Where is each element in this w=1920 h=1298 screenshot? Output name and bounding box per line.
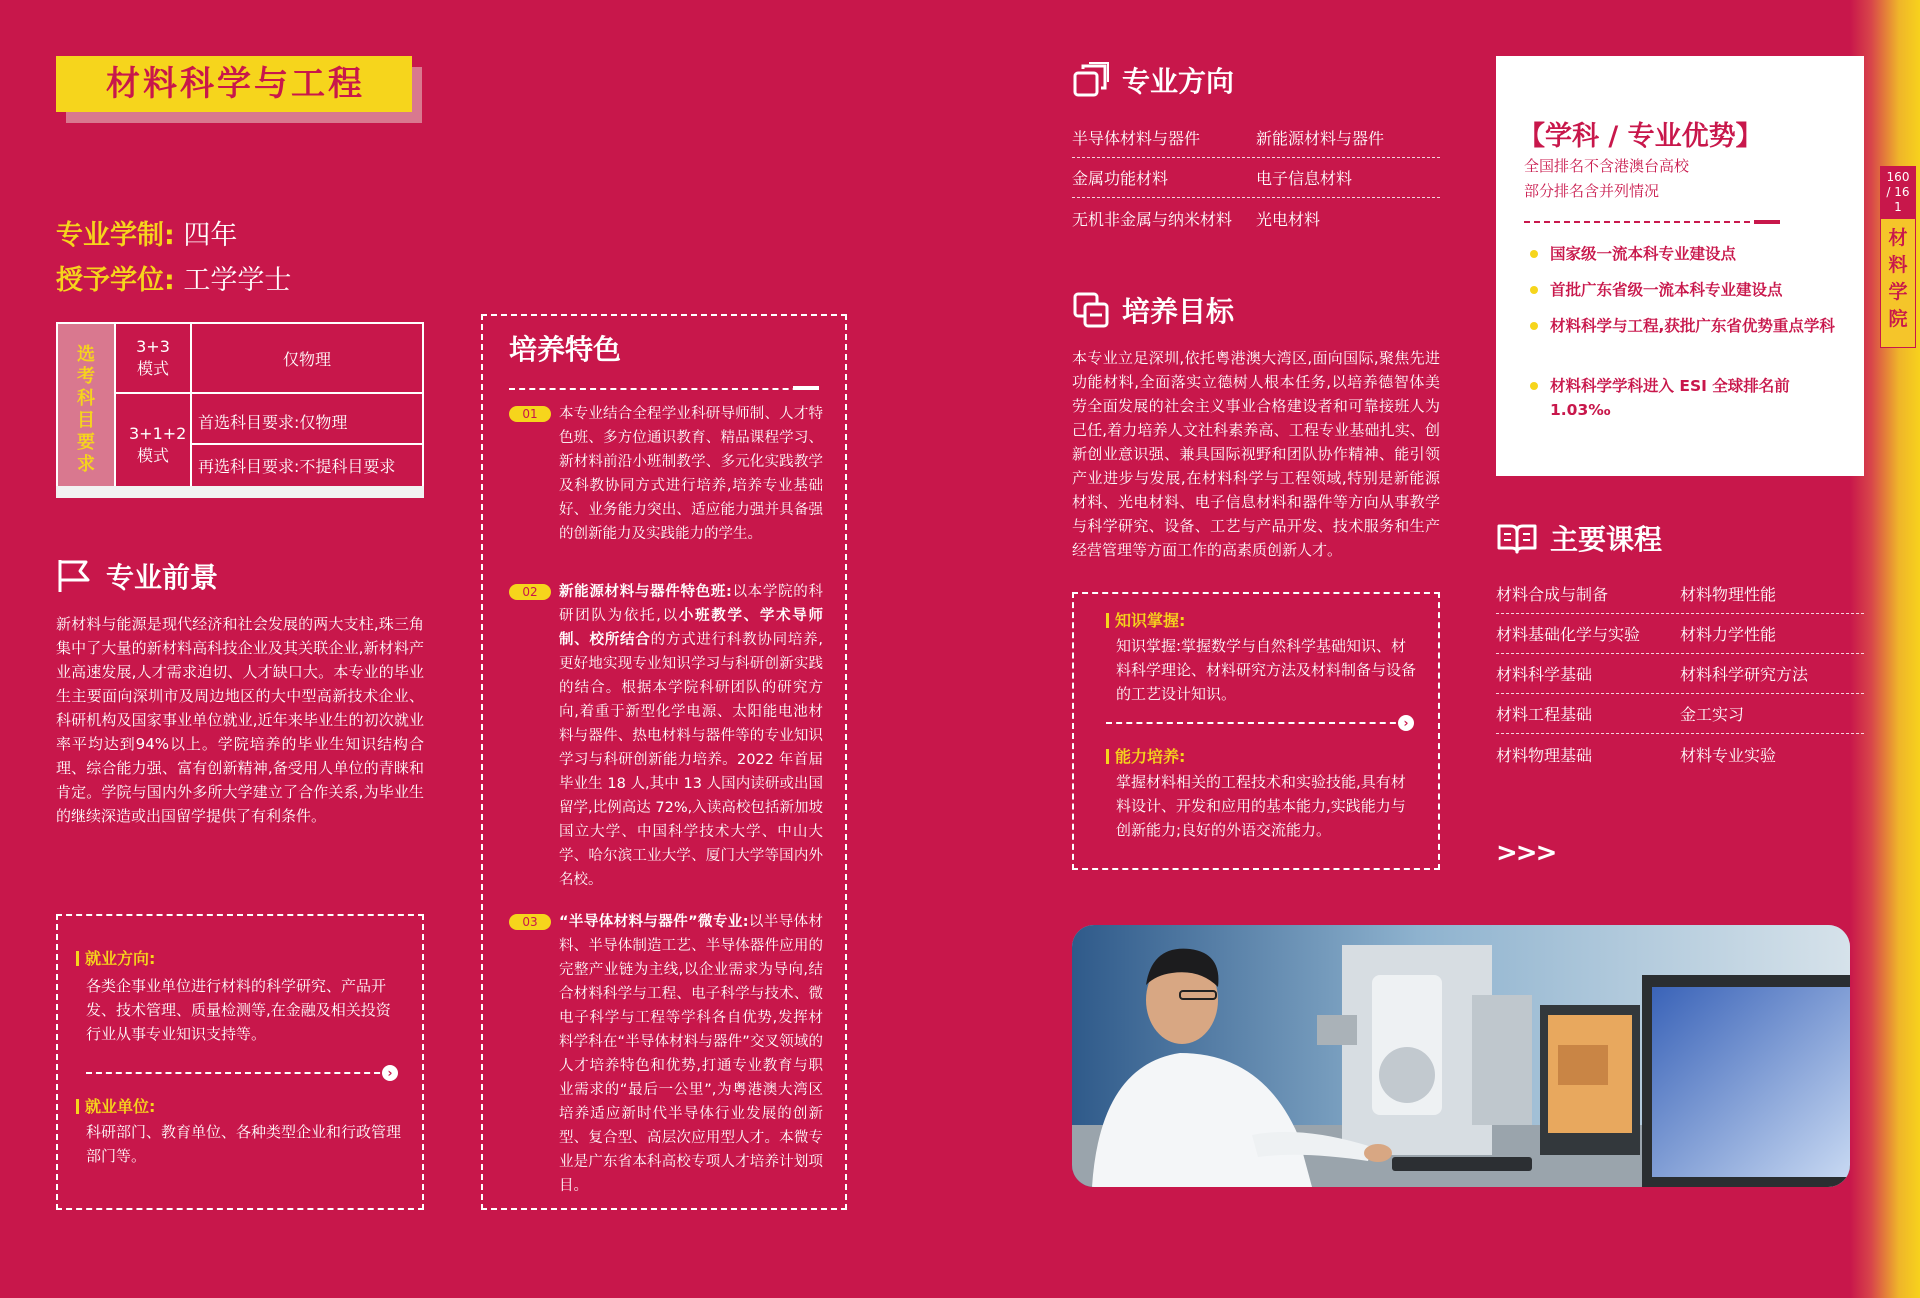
degree-label: 授予学位: (56, 265, 175, 296)
career-label: 就业方向: (76, 948, 155, 970)
features-separator (509, 388, 819, 390)
goals-heading-text: 培养目标 (1122, 295, 1235, 328)
feature-item-3 (509, 910, 823, 1198)
flag-icon (56, 558, 94, 594)
degree-line (56, 261, 291, 301)
mode-3-3-text: 3+3 模式 (136, 337, 170, 378)
course-item: 材料物理基础 (1496, 745, 1593, 765)
goals-box (1072, 592, 1440, 870)
course-item: 材料合成与制备 (1496, 585, 1609, 604)
feature-item-2 (509, 580, 823, 892)
courses-row-2 (1496, 614, 1864, 654)
employer-text: 科研部门、教育单位、各种类型企业和行政管理部门等。 (86, 1123, 402, 1165)
mode-3-3 (115, 323, 191, 393)
book-icon (1496, 521, 1538, 555)
copy-icon (1072, 61, 1110, 99)
prospects-heading (56, 556, 218, 596)
mode-3-1-2 (115, 393, 191, 497)
direction-item: 无机非金属与纳米材料 (1072, 209, 1233, 229)
courses-row-5 (1496, 734, 1864, 774)
feature-lead-3: “半导体材料与器件”微专业: (559, 914, 749, 930)
target-card-icon (1072, 291, 1110, 329)
career-separator (86, 1066, 393, 1080)
employer-label: 就业单位: (76, 1096, 155, 1118)
feature-text-1: 本专业结合全程学业科研导师制、人才特色班、多方位通识教育、精品课程学习、新材料前沿小班制教学、多元化实践教学及科教协同方式进行培养,培养专业基础好、业务能力突出、适应能力强并具备强的创新能力及实践能力的学生。 (559, 406, 823, 542)
more-arrows-icon: >>> (1496, 838, 1556, 868)
features-heading (509, 328, 621, 368)
prospects-heading-text: 专业前景 (106, 561, 219, 594)
courses-row-3 (1496, 654, 1864, 694)
courses-heading (1496, 518, 1662, 558)
directions-heading-text: 专业方向 (1122, 65, 1235, 98)
duration-line (56, 216, 237, 256)
courses-heading-text: 主要课程 (1550, 523, 1663, 556)
mode-3-1-2-text: 3+1+2 模式 (129, 424, 187, 465)
mode-3-1-2-requirements (191, 393, 423, 497)
goals-text: 本专业立足深圳,依托粤港澳大湾区,面向国际,聚焦先进功能材料,全面落实立德树人根本任务,以培养德智体美劳全面发展的社会主义事业合格建设者和可靠接班人为己任,着力培养人文社科素养高、工程专业基础扎实、创新创业意识强、兼具国际视野和团队协作精神、能引领产业进步与发展,在材料科学与工程领域,特别是新能源材料、光电材料、电子信息材料和器件等方向从事教学与科学研究、设备、工艺与产品开发、技术服务和生产经营管理等方面工作的高素质创新人才。 (1072, 349, 1440, 559)
side-tab-text: 材料学院 (1888, 227, 1908, 330)
goals-separator (1106, 716, 1409, 730)
career-box (56, 914, 424, 1210)
goals-heading (1072, 290, 1234, 330)
subject-requirement-table (56, 322, 424, 498)
courses-list (1496, 574, 1864, 774)
advantages-subtitle (1524, 154, 1689, 204)
feature-bold-2: 小班教学、学术导师制、校所结合 (559, 608, 824, 648)
course-item: 材料科学研究方法 (1680, 665, 1809, 684)
directions-heading (1072, 60, 1234, 100)
courses-row-1 (1496, 574, 1864, 614)
advantage-item: 材料科学与工程,获批广东省优势重点学科 (1528, 314, 1838, 338)
directions-list (1072, 118, 1440, 238)
course-item: 金工实习 (1680, 705, 1745, 724)
ability-text: 掌握材料相关的工程技术和实验技能,具有材料设计、开发和应用的基本能力,实践能力与创新能力;良好的外语交流能力。 (1116, 773, 1406, 839)
arrow-right-icon: › (1398, 715, 1414, 731)
feature-badge-2: 02 (509, 584, 551, 600)
course-item: 材料科学基础 (1496, 665, 1593, 684)
page-number-text: 160 / 161 (1886, 170, 1910, 214)
course-item: 材料专业实验 (1680, 745, 1777, 765)
career-text: 各类企事业单位进行材料的科学研究、产品开发、技术管理、质量检测等,在金融及相关投资行业从事专业知识支持等。 (86, 977, 391, 1043)
direction-item: 金属功能材料 (1072, 169, 1169, 188)
knowledge-text: 知识掌握:掌握数学与自然科学基础知识、材料科学理论、材料研究方法及材料制备与设备的工艺设计知识。 (1116, 637, 1417, 703)
advantages-sub-1: 全国排名不含港澳台高校 (1524, 157, 1690, 175)
direction-item: 半导体材料与器件 (1072, 129, 1201, 148)
side-tab-label (1881, 225, 1915, 333)
courses-row-4 (1496, 694, 1864, 734)
direction-item: 电子信息材料 (1256, 169, 1353, 188)
course-item: 材料物理性能 (1680, 585, 1777, 604)
feature-badge-1: 01 (509, 406, 551, 422)
mode-3-3-requirement: 仅物理 (191, 323, 423, 393)
feature-badge-3: 03 (509, 914, 551, 930)
advantages-panel (1496, 56, 1864, 476)
feature-lead-2: 新能源材料与器件特色班: (559, 584, 732, 600)
advantages-sub-2: 部分排名含并列情况 (1524, 182, 1660, 200)
ability-label: 能力培养: (1106, 746, 1185, 768)
page-number (1881, 167, 1915, 219)
advantage-item: 国家级一流本科专业建设点 (1528, 242, 1838, 266)
course-item: 材料基础化学与实验 (1496, 625, 1641, 644)
feature-text-2b: 的方式进行科教协同培养,更好地实现专业知识学习与科研创新实践的结合。根据本学院科研团队的研究方向,着重于新型化学电源、太阳能电池材料与器件、热电材料与器件等的专业知识学习与科研创新能力培养。2022 年首届毕业生 18 人,其中 13 人国内读研或出国留学,比例高达 72%,入读高校包括新加坡国立大学、中国科学技术大学、中山大学、哈尔滨工业大学、厦门大学等国内外名校。 (559, 632, 824, 888)
arrow-right-icon: › (382, 1065, 398, 1081)
duration-label: 专业学制: (56, 220, 175, 251)
prospects-text: 新材料与能源是现代经济和社会发展的两大支柱,珠三角集中了大量的新材料高科技企业及其关联企业,新材料产业高速发展,人才需求迫切、人才缺口大。本专业的毕业生主要面向深圳市及周边地区的大中型高新技术企业、科研机构及国家事业单位就业,近年来毕业生的初次就业率平均达到94%以上。学院培养的毕业生知识结构合理、综合能力强、富有创新精神,备受用人单位的青睐和肯定。学院与国内外多所大学建立了合作关系,为毕业生的继续深造或出国留学提供了有利条件。 (56, 615, 424, 825)
side-tab (1880, 166, 1916, 348)
directions-row-3 (1072, 198, 1440, 238)
feature-text-3-body: 以半导体材料、半导体制造工艺、半导体器件应用的完整产业链为主线,以企业需求为导向,结合材料科学与工程、电子科学与技术、微电子科学与工程等学科各自优势,发挥材料学科在“半导体材料与器件”交叉领域的人才培养特色和优势,打通专业教育与职业需求的“最后一公里”,为粤港澳大湾区培养适应新时代半导体行业发展的创新型、复合型、高层次应用型人才。本微专业是广东省本科高校专项人才培养计划项目。 (559, 914, 823, 1194)
course-item: 材料力学性能 (1680, 625, 1777, 644)
directions-row-1 (1072, 118, 1440, 158)
knowledge-label: 知识掌握: (1106, 610, 1185, 632)
direction-item: 光电材料 (1256, 209, 1321, 229)
course-item: 材料工程基础 (1496, 705, 1593, 724)
advantages-separator (1524, 221, 1780, 223)
features-heading-text: 培养特色 (509, 333, 622, 366)
direction-item: 新能源材料与器件 (1256, 129, 1385, 148)
features-box (481, 314, 847, 1210)
advantages-title: 【学科 / 专业优势】 (1518, 121, 1763, 152)
advantage-item: 材料科学学科进入 ESI 全球排名前 1.03‰ (1528, 374, 1838, 422)
table-footer-bar (56, 486, 424, 498)
subject-side-text: 选考科目要求 (77, 344, 95, 475)
first-choice-requirement: 首选科目要求:仅物理 (192, 401, 422, 445)
page-title: 材料科学与工程 (56, 56, 412, 112)
subject-side-label (57, 323, 115, 497)
lab-photo (1072, 925, 1850, 1187)
directions-row-2 (1072, 158, 1440, 198)
feature-text-2 (509, 580, 823, 892)
feature-text-3 (509, 910, 823, 1198)
feature-item-1 (509, 402, 823, 546)
second-choice-requirement: 再选科目要求:不提科目要求 (198, 457, 396, 476)
lab-photo-illustration (1072, 925, 1850, 1187)
degree-value: 工学学士 (183, 265, 292, 296)
feature-text-2a: 以本学院的科研团队为依托,以 (559, 584, 823, 624)
advantage-item: 首批广东省级一流本科专业建设点 (1528, 278, 1838, 302)
duration-value: 四年 (183, 220, 238, 251)
